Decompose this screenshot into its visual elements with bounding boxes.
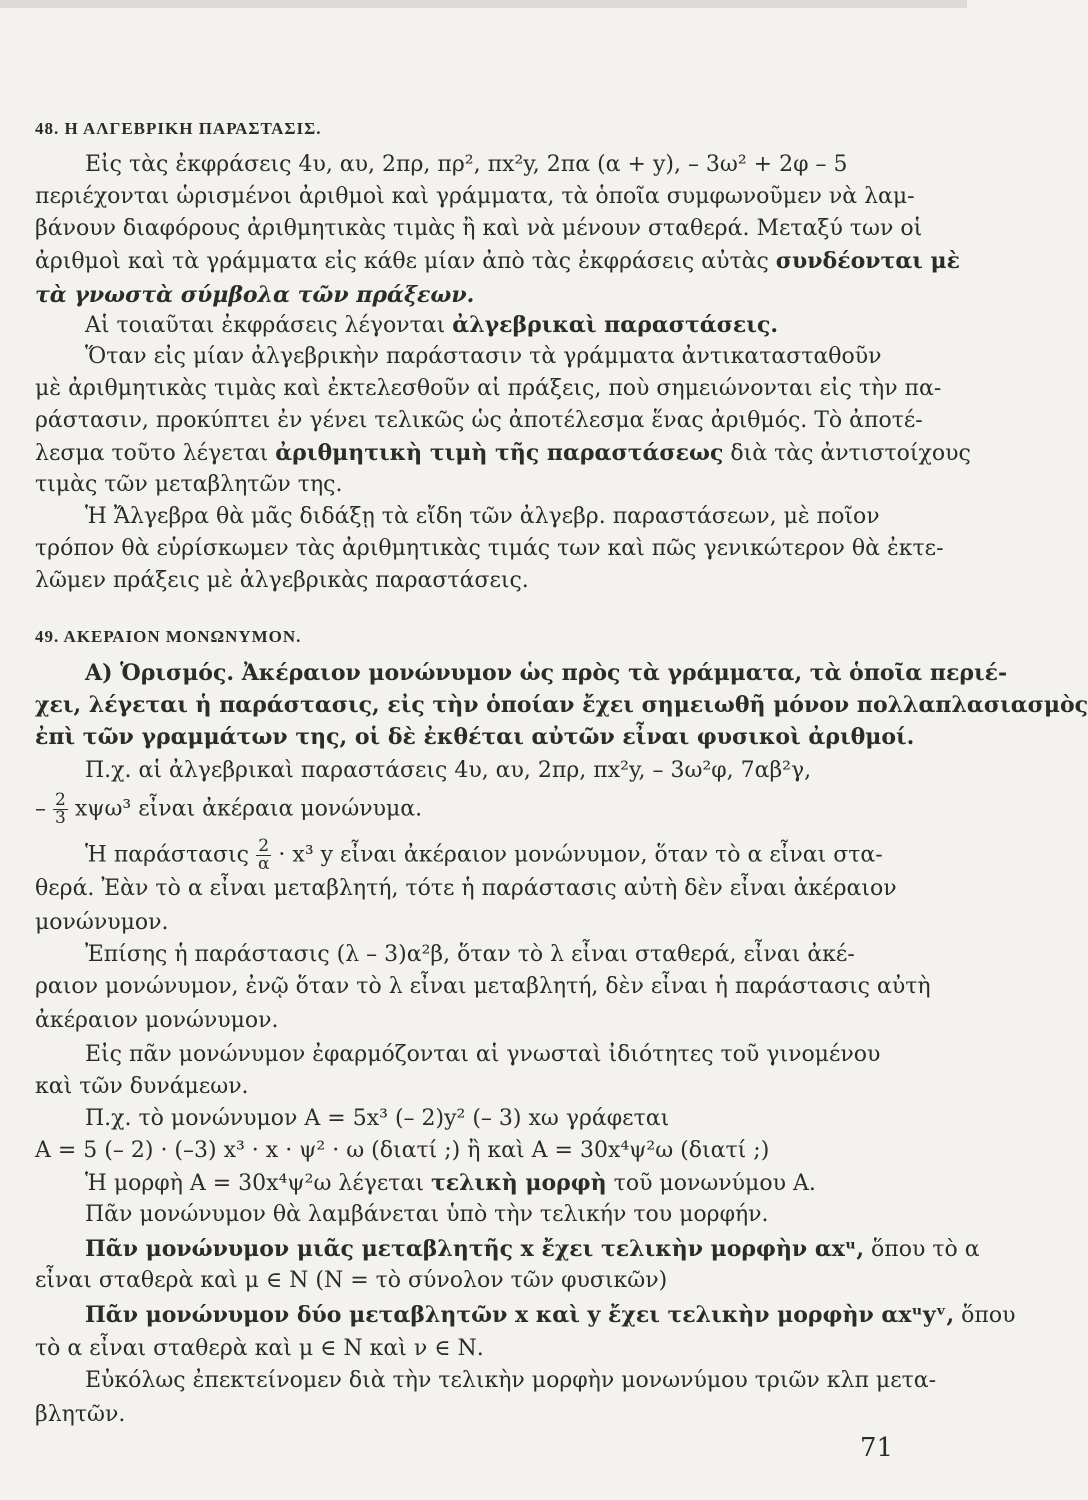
- s48-line-10: [35, 440, 971, 467]
- section-48-heading: 48. Η ΑΛΓΕΒΡΙΚΗ ΠΑΡΑΣΤΑΣΙΣ.: [35, 119, 322, 138]
- s49-line-18: [85, 1236, 980, 1263]
- fraction-numerator: 2: [258, 836, 270, 856]
- s49-line-10: ραιον μονώνυμον, ἐνῷ ὅταν τὸ λ εἶναι μεταβλητή, δὲν εἶναι ἡ παράστασις αὐτὴ: [35, 974, 931, 999]
- s49-line-9: Ἐπίσης ἡ παράστασις (λ – 3)α²β, ὅταν τὸ λ εἶναι σταθερά, εἶναι ἀκέ-: [85, 942, 855, 967]
- section-49-heading: 49. ΑΚΕΡΑΙΟΝ ΜΟΝΩΝΥΜΟΝ.: [35, 627, 302, 646]
- s49-line-21: τὸ α εἶναι σταθερὰ καὶ μ ∈ Ν καὶ ν ∈ Ν.: [35, 1336, 484, 1361]
- s48-line-12: Ἡ Ἄλγεβρα θὰ μᾶς διδάξῃ τὰ εἴδη τῶν ἀλγεβρ. παραστάσεων, μὲ ποῖον: [85, 504, 880, 529]
- s49-line-13: καὶ τῶν δυνάμεων.: [35, 1074, 249, 1099]
- s49-line-7: θερά. Ἐὰν τὸ α εἶναι μεταβλητή, τότε ἡ παράστασις αὐτὴ δὲν εἶναι ἀκέραιον: [35, 876, 897, 901]
- fraction-denominator: α: [257, 854, 270, 874]
- s49-line-16: [85, 1170, 816, 1197]
- s49-line-22: Εὐκόλως ἐπεκτείνομεν διὰ τὴν τελικὴν μορφὴν μονωνύμου τριῶν κλπ μετα-: [85, 1368, 937, 1393]
- rule-one-variable: Πᾶν μονώνυμον μιᾶς μεταβλητῆς x ἔχει τελικὴν μορφὴν αxᵘ,: [85, 1236, 865, 1262]
- s48-line-8: μὲ ἀριθμητικὰς τιμὰς καὶ ἐκτελεσθοῦν αἱ πράξεις, ποὺ σημειώνονται εἰς τὴν πα-: [35, 376, 942, 401]
- term-final-form: τελικὴ μορφὴ: [430, 1170, 607, 1196]
- term-algebraic-expressions: ἀλγεβρικαὶ παραστάσεις.: [452, 312, 778, 338]
- s48-line-7: Ὅταν εἰς μίαν ἀλγεβρικὴν παράστασιν τὰ γράμματα ἀντικατασταθοῦν: [85, 344, 882, 369]
- scan-top-edge: [0, 0, 967, 8]
- s49-line-20-rest: ὅπου: [954, 1303, 1016, 1328]
- s49-line-6-text: Ἡ παράστασις: [85, 842, 249, 868]
- s48-line-10-rest: διὰ τὰς ἀντιστοίχους: [723, 441, 971, 466]
- term-numerical-value: ἀριθμητικὴ τιμὴ τῆς παραστάσεως: [275, 440, 724, 466]
- s49-line-23: βλητῶν.: [35, 1402, 126, 1427]
- s48-line-2: περιέχονται ὡρισμένοι ἀριθμοὶ καὶ γράμματα, τὰ ὁποῖα συμφωνοῦμεν νὰ λαμ-: [35, 184, 915, 209]
- s49-line-5: [35, 792, 422, 827]
- s49-line-11: ἀκέραιον μονώνυμον.: [35, 1008, 279, 1033]
- s48-line-9: ράστασιν, προκύπτει ἐν γένει τελικῶς ὡς ἀποτέλεσμα ἕνας ἀριθμός. Τὸ ἀποτέ-: [35, 408, 923, 433]
- s49-line-5-text: xψω³ εἶναι ἀκέραια μονώνυμα.: [74, 796, 423, 822]
- s49-definition-line-2: χει, λέγεται ἡ παράστασις, εἰς τὴν ὁποίαν ἔχει σημειωθῆ μόνον πολλαπλασιασμὸς: [35, 692, 1088, 718]
- fraction-two-thirds: [53, 792, 68, 827]
- s49-line-4: Π.χ. αἱ ἀλγεβρικαὶ παραστάσεις 4υ, αυ, 2πρ, πx²y, – 3ω²φ, 7αβ²γ,: [85, 758, 812, 783]
- s49-line-6-rest: · x³ y εἶναι ἀκέραιον μονώνυμον, ὅταν τὸ α εἶναι στα-: [278, 842, 883, 868]
- rule-two-variables: Πᾶν μονώνυμον δύο μεταβλητῶν x καὶ y ἔχει τελικὴν μορφὴν αxᵘyᵛ,: [85, 1302, 955, 1328]
- s49-line-8: μονώνυμον.: [35, 910, 169, 935]
- s49-line-17: Πᾶν μονώνυμον θὰ λαμβάνεται ὑπὸ τὴν τελικήν του μορφήν.: [85, 1202, 769, 1227]
- s49-line-20: [85, 1302, 1015, 1329]
- s48-line-4: [35, 248, 960, 275]
- s48-line-3: βάνουν διαφόρους ἀριθμητικὰς τιμὰς ἢ καὶ νὰ μένουν σταθερά. Μεταξύ των οἱ: [35, 216, 923, 241]
- s49-definition-line-1: [85, 660, 1007, 686]
- s48-line-10-text: λεσμα τοῦτο λέγεται: [35, 441, 276, 466]
- s49-line-16-text: Ἡ μορφὴ Α = 30x⁴ψ²ω λέγεται: [85, 1171, 431, 1196]
- s48-line-6: [85, 312, 778, 339]
- s48-line-4-bold: συνδέονται μὲ: [775, 248, 961, 274]
- s48-line-11: τιμὰς τῶν μεταβλητῶν της.: [35, 472, 343, 497]
- s49-line-12: Εἰς πᾶν μονώνυμον ἐφαρμόζονται αἱ γνωσταὶ ἰδιότητες τοῦ γινομένου: [85, 1042, 881, 1067]
- definition-text: Ἀκέραιον μονώνυμον ὡς πρὸς τὰ γράμματα, τὰ ὁποῖα περιέ-: [241, 660, 1008, 686]
- s48-line-6-text: Αἱ τοιαῦται ἐκφράσεις λέγονται: [85, 313, 453, 338]
- s48-line-1: Εἰς τὰς ἐκφράσεις 4υ, αυ, 2πρ, πρ², πx²y, 2πα (α + y), – 3ω² + 2φ – 5: [85, 152, 848, 177]
- s49-line-16-rest: τοῦ μονωνύμου Α.: [606, 1171, 816, 1196]
- s49-line-19: εἶναι σταθερὰ καὶ μ ∈ Ν (Ν = τὸ σύνολον τῶν φυσικῶν): [35, 1268, 668, 1293]
- s48-line-14: λῶμεν πράξεις μὲ ἀλγεβρικὰς παραστάσεις.: [35, 568, 529, 593]
- definition-label: Α) Ὁρισμός.: [85, 660, 242, 686]
- fraction-denominator: 3: [55, 808, 66, 828]
- minus-sign: –: [35, 796, 46, 822]
- s49-definition-line-3: ἐπὶ τῶν γραμμάτων της, οἱ δὲ ἐκθέται αὐτῶν εἶναι φυσικοὶ ἀριθμοί.: [35, 724, 915, 750]
- s49-line-14: Π.χ. τὸ μονώνυμον Α = 5x³ (– 2)y² (– 3) xω γράφεται: [85, 1106, 670, 1131]
- fraction-two-over-alpha: [256, 838, 271, 873]
- s48-line-4-text: ἀριθμοὶ καὶ τὰ γράμματα εἰς κάθε μίαν ἀπὸ τὰς ἐκφράσεις αὐτὰς: [35, 249, 776, 274]
- fraction-numerator: 2: [55, 790, 66, 810]
- page-number: 71: [860, 1433, 894, 1463]
- s49-line-18-rest: ὅπου τὸ α: [864, 1237, 980, 1262]
- s49-line-15: Α = 5 (– 2) · (–3) x³ · x · ψ² · ω (διατί ;) ἢ καὶ Α = 30x⁴ψ²ω (διατί ;): [35, 1138, 770, 1163]
- s48-line-13: τρόπον θὰ εὑρίσκωμεν τὰς ἀριθμητικὰς τιμάς των καὶ πῶς γενικώτερον θὰ ἐκτε-: [35, 536, 944, 561]
- s49-line-6: [85, 838, 883, 873]
- s48-line-5: τὰ γνωστὰ σύμβολα τῶν πράξεων.: [35, 282, 475, 308]
